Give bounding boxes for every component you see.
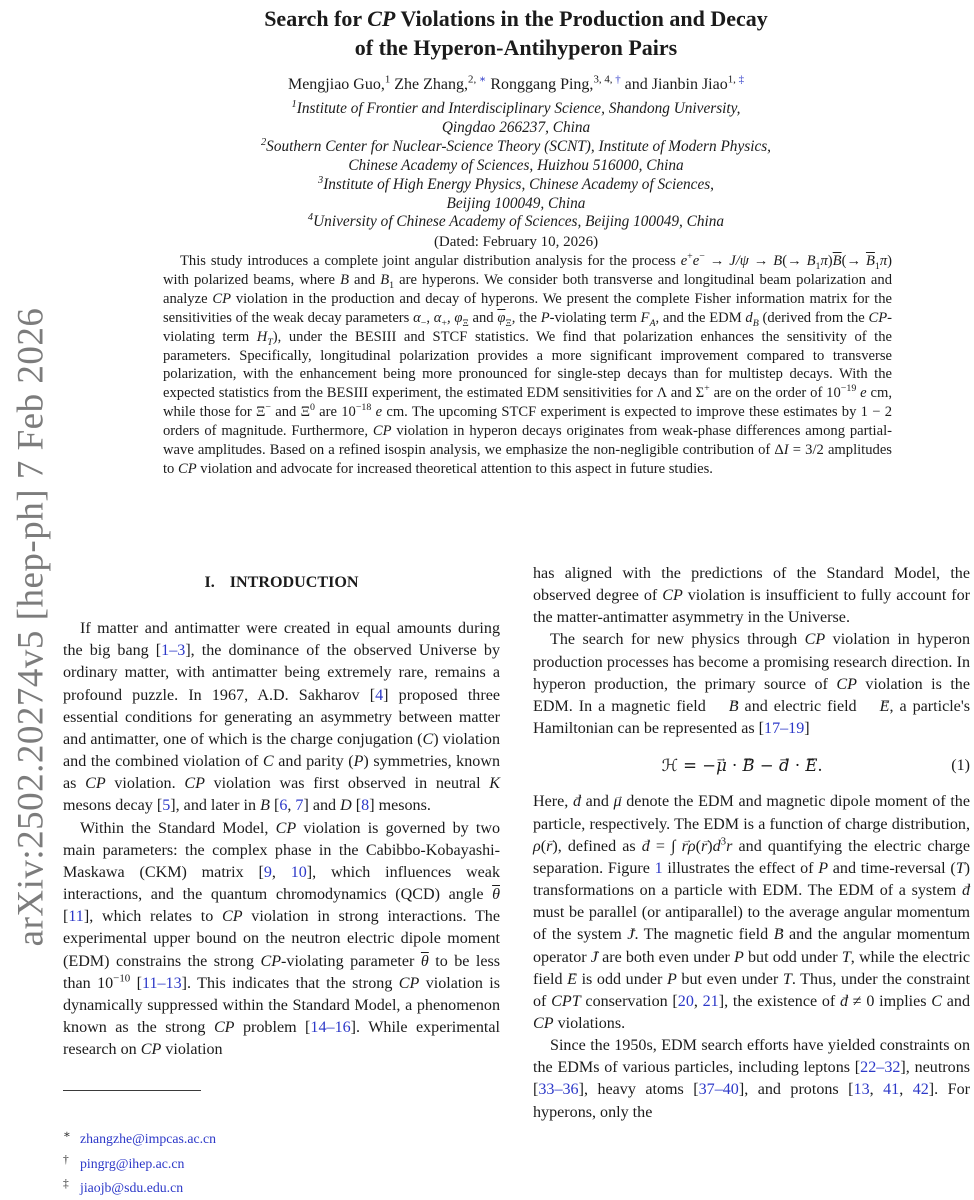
footnote-symbol: †	[63, 1153, 69, 1166]
abstract-paragraph: This study introduces a complete joint angular distribution analysis for the process $e^+e^- \to J/\psi \to B(\to B_1\pi)\overline{B}(\to \overline{B}_1\pi)$ with polarized beams, where B and $B_1$ are hyperons. We consider both transverse and longitudinal beam polarization and analyze CP violation in the production and decay of hyperons. We present the complete Fisher information matrix for the sensitivities of the weak decay parameters $\alpha_-$, $\alpha_+$, $\varphi_\Xi$ and $\overline{\varphi}_\Xi$, the P-violating term $F_A$, and the EDM $d_B$ (derived from the CP-violating term $H_T$), under the BESIII and STCF statistics. We find that polarization enhances the sensitivity of the parameters. Specifically, longitudinal polarization provides a more significant improvement compared to transverse polarization, with the enhancement being more pronounced for single-step decays than for multistep decays. With the expected statistics from the BESIII experiment, the estimated EDM sensitivities for Λ and Σ+ are on the order of $10^{-19}$ e cm, while those for Ξ− and $\Xi^0$ are $10^{-18}$ e cm. The upcoming STCF experiment is expected to improve these estimates by 1 − 2 orders of magnitude. Furthermore, CP violation in hyperon decays originates from weak-phase differences among partial-wave amplitudes. Based on a refined isospin analysis, we emphasize the non-negligible contribution of ΔI = 3/2 amplitudes to CP violation and advocate for increased theoretical attention to this aspect in future studies.	[163, 251, 893, 477]
citation-link[interactable]: ∗	[478, 73, 487, 86]
paper-title	[58, 4, 974, 62]
intro-paragraph-2: Within the Standard Model, CP violation is governed by two main parameters: the complex phase in the Cabibbo-Kobayashi-Maskawa (CKM) matrix [9, 10], which influences weak interactions, and the quantum chromodynamics (QCD) angle $\overline{\theta}$ [11], which relates to CP violation in strong interactions. The experimental upper bound on the neutron electric dipole moment (EDM) constrains the strong CP-violating parameter $\overline{\theta}$ to be less than $10^{-10}$ [11–13]. This indicates that the strong CP violation is dynamically suppressed within the Standard Model, a phenomenon known as the strong CP problem [14–16]. While experimental research on CP violation	[63, 819, 501, 1059]
intro-paragraph-5: Here, d → and μ → denote the EDM and magnetic dipole moment of the particle, respectively. The EDM is a function of charge distribution, ρ(r →), defined as d → = ∫ $r \to\rho(r \to)d^3r$ and quantifying the electric charge separation. Figure 1 illustrates the effect of P and time-reversal (T) transformations on a particle with EDM. The EDM of a system d → must be parallel (or antiparallel) to the average angular momentum of the system J →. The magnetic field B → and the angular momentum operator J → are both even under P but odd under T, while the electric field E → is odd under P but even under T. Thus, under the constraint of CPT conservation [20, 21], the existence of d → ≠ 0 implies C and CP violations.	[533, 791, 970, 1035]
citation-link[interactable]: 17–19	[764, 720, 805, 738]
author-line: Mengjiao Guo,$^1$ Zhe Zhang,$^{2, ∗}$ Ronggang Ping,$^{3, 4, \dagger}$ and Jianbin Jiao$^{1, \ddagger}$	[287, 73, 745, 93]
citation-link[interactable]: 20	[677, 992, 694, 1010]
footnote-rule	[63, 1090, 201, 1091]
intro-paragraph-6: Since the 1950s, EDM search efforts have yielded constraints on the EDMs of various particles, including leptons [22–32], neutrons [33–36], heavy atoms [37–40], and protons [13, 41, 42]. For hyperons, only the	[533, 1037, 971, 1121]
citation-link[interactable]: 37–40	[698, 1081, 739, 1099]
citation-link[interactable]: 42	[912, 1081, 929, 1099]
citation-link[interactable]: 41	[883, 1081, 900, 1099]
footnote-item	[63, 1150, 500, 1175]
affiliation-line: $^1$Institute of Frontier and Interdisciplinary Science, Shandong University,	[291, 98, 741, 117]
citation-link[interactable]: 1–3	[161, 642, 186, 660]
citation-link[interactable]: ‡	[738, 73, 745, 86]
citation-link[interactable]: 4	[375, 686, 384, 704]
affiliation-line: $^4$University of Chinese Academy of Sciences, Beijing 100049, China	[307, 212, 725, 231]
footnote-email-link[interactable]: jiaojb@sdu.edu.cn	[80, 1180, 184, 1196]
affiliation-line: Beijing 100049, China	[446, 194, 586, 212]
citation-link[interactable]: 11–13	[142, 974, 182, 992]
intro-paragraph-4: The search for new physics through CP violation in hyperon production processes has become a promising research direction. In hyperon production, the primary source of CP violation is the EDM. In a magnetic field B → and electric field E →, a particle's Hamiltonian can be represented as [17–19]	[533, 629, 970, 740]
affiliation-line: Chinese Academy of Sciences, Huizhou 516000, China	[348, 156, 684, 174]
dated-line: (Dated: February 10, 2026)	[433, 234, 599, 251]
left-column	[63, 563, 500, 1124]
citation-link[interactable]: 33–36	[538, 1081, 579, 1099]
affiliation-line: Qingdao 266237, China	[441, 118, 591, 136]
equation-1-body: ℋ = −μ → · B → − d → · E →.	[533, 755, 951, 777]
citation-link[interactable]: 5	[162, 797, 171, 815]
paper-header	[58, 4, 974, 251]
citation-link[interactable]: 8	[361, 797, 370, 815]
affiliation-line: $^3$Institute of High Energy Physics, Chinese Academy of Sciences,	[317, 174, 715, 193]
citation-link[interactable]: 13	[853, 1081, 870, 1099]
citation-link[interactable]: 14–16	[310, 1018, 351, 1036]
citation-link[interactable]: 21	[702, 992, 719, 1010]
section-title: INTRODUCTION	[229, 574, 359, 591]
intro-paragraph-1: If matter and antimatter were created in equal amounts during the big bang [1–3], the dominance of the observed Universe by ordinary matter, with antimatter being extremely rare, remains a profound puzzle. In 1967, A.D. Sakharov [4] proposed three essential conditions for generating an asymmetry between matter and antimatter, one of which is the charge conjugation (C) violation and the combined violation of C and parity (P) symmetries, known as CP violation. CP violation was first observed in neutral K mesons decay [5], and later in B [6, 7] and D [8] mesons.	[63, 620, 500, 815]
footnote-symbol: ∗	[63, 1129, 71, 1141]
citation-link[interactable]: 1	[654, 859, 663, 877]
citation-link[interactable]: 9	[263, 863, 272, 881]
footnote-symbol: ‡	[63, 1178, 69, 1191]
citation-link[interactable]: †	[615, 73, 621, 86]
section-number: I.	[204, 574, 215, 591]
arxiv-watermark: arXiv:2502.20274v5 [hep-ph] 7 Feb 2026	[10, 307, 52, 947]
right-column	[533, 563, 970, 1124]
citation-link[interactable]: 10	[290, 863, 307, 881]
paper-title-line2: of the Hyperon-Antihyperon Pairs	[354, 35, 678, 60]
footnote-block	[63, 1090, 500, 1199]
body-columns	[63, 563, 970, 1124]
citation-link[interactable]: 7	[295, 797, 304, 815]
citation-link[interactable]: 22–32	[860, 1059, 901, 1077]
footnote-email-link[interactable]: pingrg@ihep.ac.cn	[80, 1155, 185, 1171]
equation-1-number: (1)	[951, 757, 970, 775]
equation-1	[533, 755, 970, 777]
footnote-item	[63, 1125, 500, 1150]
affiliation-line: $^2$Southern Center for Nuclear-Science Theory (SCNT), Institute of Modern Physics,	[260, 136, 772, 155]
affiliations	[58, 100, 974, 232]
section-heading-introduction	[63, 572, 500, 594]
intro-paragraph-3: has aligned with the predictions of the Standard Model, the observed degree of CP violation is insufficient to fully account for the matter-antimatter asymmetry in the Universe.	[533, 565, 970, 627]
paper-title-line1: Search for CP Violations in the Production and Decay	[264, 6, 768, 31]
footnote-email-link[interactable]: zhangzhe@impcas.ac.cn	[80, 1131, 217, 1146]
abstract	[163, 252, 892, 479]
footnote-item	[63, 1174, 500, 1199]
citation-link[interactable]: 6	[279, 797, 288, 815]
citation-link[interactable]: 11	[68, 908, 84, 926]
